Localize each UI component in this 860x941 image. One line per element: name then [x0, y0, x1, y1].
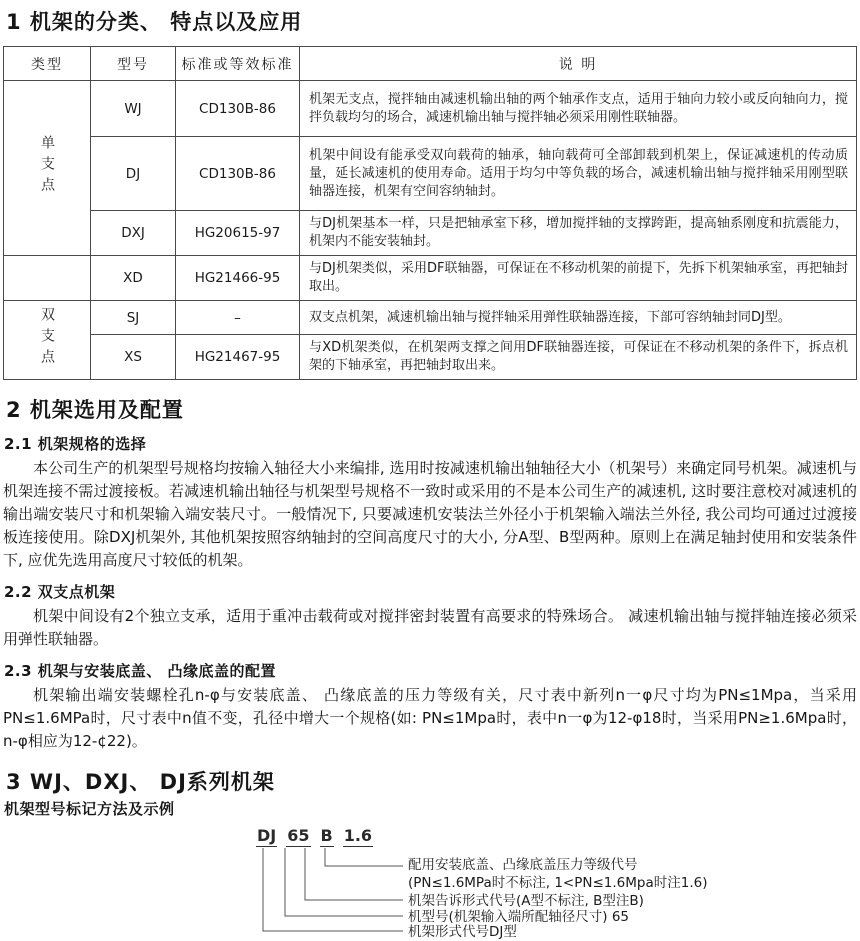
table-row	[4, 301, 857, 335]
diagram-label-line: 机架形式代号DJ型	[408, 924, 517, 940]
description-cell: 与XD机架类似，在机架两支撑之间用DF联轴器连接，可保证在不移动机架的条件下，拆点机架的下轴承室，再把轴封取出来。	[300, 335, 857, 380]
table-header-row	[4, 47, 857, 81]
type-label-double-fulcrum: 双支点	[39, 306, 55, 370]
section3-heading: 3 WJ、DXJ、 DJ系列机架	[6, 770, 275, 794]
table-row	[4, 335, 857, 380]
diagram-label-line: 配用安装底盖、凸缘底盖压力等级代号	[408, 857, 638, 873]
frame-classification-table	[3, 46, 857, 380]
standard-cell: HG21467-95	[176, 335, 300, 380]
standard-cell: HG20615-97	[176, 211, 300, 256]
diagram-label-line: (PN≤1.6MPa时不标注, 1<PN≤1.6Mpa时注1.6)	[408, 875, 708, 891]
col-header-model: 型号	[91, 47, 176, 81]
section2-3-paragraph: 机架输出端安装螺栓孔n-φ与安装底盖、 凸缘底盖的压力等级有关，尺寸表中新列n一φ尺寸均为PN≤1Mpa，当采用PN≤1.6MPa时，尺寸表中n值不变，孔径中增大一个规格(如: PN≤1Mpa时，表中n一φ为12-φ18时，当采用PN≥1.6Mpa时，n-φ相应为12-¢22)。	[3, 686, 857, 750]
section1-heading: 1 机架的分类、 特点以及应用	[6, 10, 303, 34]
table-row	[4, 81, 857, 137]
section2-heading: 2 机架选用及配置	[6, 398, 184, 422]
table-row	[4, 137, 857, 211]
table-row	[4, 256, 857, 301]
standard-cell: HG21466-95	[176, 256, 300, 301]
table-row	[4, 211, 857, 256]
standard-cell: –	[176, 301, 300, 335]
model-cell: DJ	[91, 137, 176, 211]
diagram-label-line: 机型号(机架输入端所配轴径尺寸) 65	[408, 909, 630, 925]
diagram-label-line: 机架告诉形式代号(A型不标注, B型注B)	[408, 893, 644, 909]
model-code	[256, 826, 373, 847]
code-part-pressure: 1.6	[343, 826, 373, 845]
code-part-frame-type: DJ	[257, 826, 277, 845]
section2-1-heading: 2.1 机架规格的选择	[4, 435, 147, 453]
section3-subheading: 机架型号标记方法及示例	[4, 800, 175, 818]
model-cell: WJ	[91, 81, 176, 137]
model-cell: SJ	[91, 301, 176, 335]
section2-1-paragraph: 本公司生产的机架型号规格均按输入轴径大小来编排, 选用时按减速机输出轴轴径大小（机架号）来确定同号机架。减速机与机架连接不需过渡接板。若减速机输出轴径与机架型号规格不一致时或采用的不是本公司生产的减速机, 这时要注意校对减速机的输出端安装尺寸和机架输入端安装尺寸。一般情况下, 只要减速机安装法兰外径小于机架输入端法兰外径, 我公司均可通过过渡接板连接使用。除DXJ机架外, 其他机架按照容纳轴封的空间高度尺寸的大小, 分A型、B型两种。原则上在满足轴封使用和安装条件下, 应优先选用高度尺寸较低的机架。	[3, 459, 857, 569]
standard-cell: CD130B-86	[176, 81, 300, 137]
model-cell: XD	[91, 256, 176, 301]
col-header-description: 说 明	[300, 47, 857, 81]
description-cell: 双支点机架，减速机输出轴与搅拌轴采用弹性联轴器连接，下部可容纳轴封同DJ型。	[300, 301, 857, 335]
model-designation-diagram	[3, 822, 860, 940]
type-label-single-fulcrum: 单支点	[39, 134, 55, 198]
type-cell-empty	[4, 256, 91, 301]
description-cell: 机架中间设有能承受双向载荷的轴承，轴向载荷可全部卸载到机架上，保证减速机的传动质量，延长减速机的使用寿命。适用于均匀中等负载的场合，减速机输出轴与搅拌轴采用刚型联轴器连接，机架有空间容纳轴封。	[300, 137, 857, 211]
diagram-label-pressure-grade	[408, 856, 707, 892]
description-cell: 与DJ机架类似，采用DF联轴器，可保证在不移动机架的前提下，先拆下机架轴承室，再把轴封取出。	[300, 256, 857, 301]
code-part-form: B	[320, 826, 333, 845]
section2-3-heading: 2.3 机架与安装底盖、 凸缘底盖的配置	[4, 662, 277, 680]
diagram-label-frame-type-code	[408, 923, 517, 941]
code-part-size: 65	[287, 826, 310, 845]
col-header-type: 类型	[4, 47, 91, 81]
model-cell: DXJ	[91, 211, 176, 256]
col-header-standard: 标准或等效标准	[176, 47, 300, 81]
model-cell: XS	[91, 335, 176, 380]
section2-2-paragraph: 机架中间设有2个独立支承，适用于重冲击载荷或对搅拌密封装置有高要求的特殊场合。 减速机输出轴与搅拌轴连接必须采用弹性联轴器。	[3, 607, 857, 648]
section2-2-heading: 2.2 双支点机架	[4, 583, 116, 601]
description-cell: 机架无支点，搅拌轴由减速机输出轴的两个轴承作支点，适用于轴向力较小或反向轴向力，搅拌负载均匀的场合，减速机输出轴与搅拌轴必须采用刚性联轴器。	[300, 81, 857, 137]
description-cell: 与DJ机架基本一样，只是把轴承室下移，增加搅拌轴的支撑跨距，提高轴系刚度和抗震能力，机架内不能安装轴封。	[300, 211, 857, 256]
standard-cell: CD130B-86	[176, 137, 300, 211]
